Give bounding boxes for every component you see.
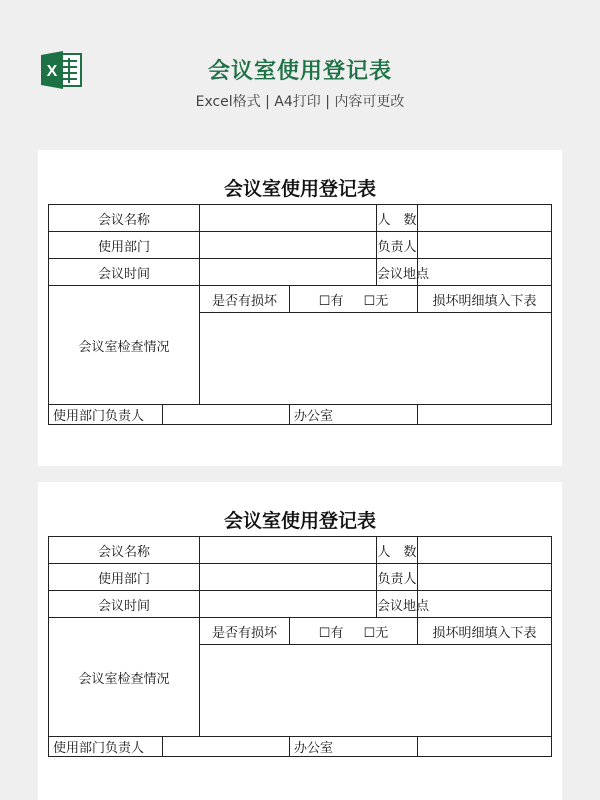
checkbox-no[interactable]: ☐无 <box>363 625 389 641</box>
table-row <box>49 737 552 757</box>
dept-head-label: 使用部门负责人 <box>49 405 163 425</box>
dept-head-label: 使用部门负责人 <box>49 737 163 757</box>
people-label: 人 数 <box>377 537 418 564</box>
people-label: 人 数 <box>377 205 418 232</box>
department-field[interactable] <box>200 232 377 259</box>
meeting-place-field[interactable] <box>418 591 552 618</box>
table-row <box>49 259 552 286</box>
form-title: 会议室使用登记表 <box>223 510 376 532</box>
table-row <box>49 286 552 313</box>
meeting-time-label: 会议时间 <box>49 591 200 618</box>
person-in-charge-label: 负责人 <box>377 564 418 591</box>
damage-question: 是否有损坏 <box>200 286 290 313</box>
table-row <box>49 618 552 645</box>
person-in-charge-label: 负责人 <box>377 232 418 259</box>
registration-table <box>48 204 552 425</box>
table-row <box>49 537 552 564</box>
page-subtitle: Excel格式 | A4打印 | 内容可更改 <box>195 94 405 110</box>
registration-table <box>48 536 552 757</box>
meeting-time-field[interactable] <box>200 591 377 618</box>
meeting-place-field[interactable] <box>418 259 552 286</box>
form-sheet-1 <box>38 150 562 466</box>
meeting-time-label: 会议时间 <box>49 259 200 286</box>
checkbox-yes[interactable]: ☐有 <box>318 625 344 641</box>
department-field[interactable] <box>200 564 377 591</box>
meeting-time-field[interactable] <box>200 259 377 286</box>
office-field[interactable] <box>418 737 552 757</box>
meeting-name-field[interactable] <box>200 205 377 232</box>
meeting-name-label: 会议名称 <box>49 537 200 564</box>
meeting-place-label: 会议地点 <box>377 259 418 286</box>
table-row <box>49 591 552 618</box>
table-row <box>49 205 552 232</box>
damage-options <box>290 286 418 313</box>
damage-question: 是否有损坏 <box>200 618 290 645</box>
department-label: 使用部门 <box>49 232 200 259</box>
table-row <box>49 564 552 591</box>
damage-detail-label: 损坏明细填入下表 <box>418 618 552 645</box>
people-field[interactable] <box>418 205 552 232</box>
meeting-name-label: 会议名称 <box>49 205 200 232</box>
damage-detail-area[interactable] <box>200 645 552 737</box>
person-in-charge-field[interactable] <box>418 232 552 259</box>
office-label: 办公室 <box>290 405 418 425</box>
form-title: 会议室使用登记表 <box>223 178 376 200</box>
meeting-name-field[interactable] <box>200 537 377 564</box>
checkbox-no[interactable]: ☐无 <box>363 293 389 309</box>
form-sheet-2 <box>38 482 562 800</box>
meeting-place-label: 会议地点 <box>377 591 418 618</box>
dept-head-field[interactable] <box>163 405 290 425</box>
office-label: 办公室 <box>290 737 418 757</box>
damage-detail-label: 损坏明细填入下表 <box>418 286 552 313</box>
svg-text:X: X <box>46 63 58 80</box>
damage-detail-area[interactable] <box>200 313 552 405</box>
department-label: 使用部门 <box>49 564 200 591</box>
inspection-label: 会议室检查情况 <box>49 618 200 737</box>
checkbox-yes[interactable]: ☐有 <box>318 293 344 309</box>
damage-options <box>290 618 418 645</box>
people-field[interactable] <box>418 537 552 564</box>
inspection-label: 会议室检查情况 <box>49 286 200 405</box>
dept-head-field[interactable] <box>163 737 290 757</box>
person-in-charge-field[interactable] <box>418 564 552 591</box>
page-title: 会议室使用登记表 <box>207 59 392 84</box>
table-row <box>49 405 552 425</box>
table-row <box>49 232 552 259</box>
office-field[interactable] <box>418 405 552 425</box>
